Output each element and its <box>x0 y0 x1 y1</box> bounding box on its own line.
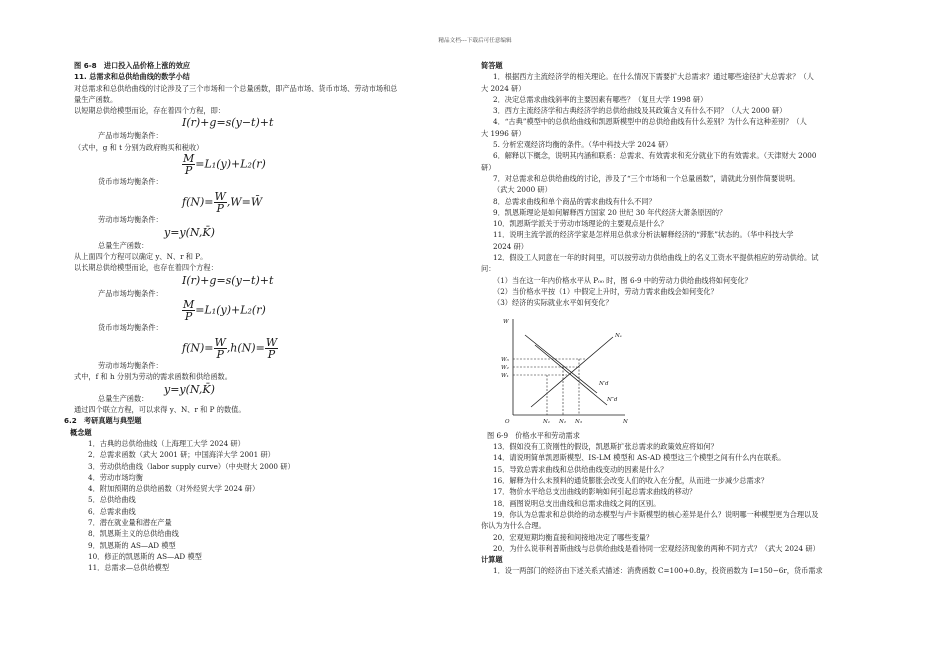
list-item: 12．假设工人同意在一年的时间里，可以按劳动力供给曲线上的名义工资水平提供相应的劳动供给。试 <box>493 253 819 263</box>
tick-w1: W₁ <box>501 372 509 379</box>
list-item: 4．劳动市场均衡 <box>88 472 143 482</box>
paragraph: 以短期总供给模型而论，存在着四个方程，即： <box>74 106 225 116</box>
list-item: 15．导致总需求曲线和总供给曲线变动的因素是什么？ <box>493 464 668 474</box>
list-item: 2．总需求函数（武大 2001 研；中国海洋大学 2001 研） <box>88 450 275 460</box>
label-ns: Nₛ <box>615 332 622 339</box>
label-nd2: N″d <box>607 396 618 403</box>
paragraph: 对总需求和总供给曲线的讨论涉及了三个市场和一个总量函数，即产品市场、货币市场、劳动市场和总 <box>74 83 398 93</box>
list-item: 10．凯恩斯学派关于劳动市场理论的主要观点是什么？ <box>493 219 668 229</box>
origin: O <box>505 418 510 425</box>
paragraph: 式中，f 和 h 分别为劳动的需求函数和供给函数。 <box>74 372 232 382</box>
list-item: （2）当价格水平按（1）中假定上升时，劳动力需求曲线会如何变化？ <box>493 286 718 296</box>
list-item: 7．潜在就业量和潜在产量 <box>88 518 172 528</box>
list-item: 2．决定总需求曲线斜率的主要因素有哪些？（复旦大学 1998 研） <box>493 94 708 104</box>
figure-caption: 图 6-9 价格水平和劳动需求 <box>487 430 580 440</box>
label-nd1: N′d <box>599 380 609 387</box>
list-item: 16．解释为什么未预料的通货膨胀会改变人们的收入在分配，从而进一步减少总需求？ <box>493 476 769 486</box>
production-equation-2: y=y(N,K̄) <box>164 382 215 396</box>
list-item: 6．解释以下概念，说明其内涵和联系：总需求、有效需求和充分就业下的有效需求。（天津财大 2000 <box>493 151 817 161</box>
list-item: 8．总需求曲线和单个商品的需求曲线有什么不同？ <box>493 196 656 206</box>
list-item: 你认为为什么合理。 <box>481 521 546 531</box>
question-list <box>481 71 881 308</box>
list-item: 1．古典的总供给曲线（上海理工大学 2024 研） <box>88 438 245 448</box>
list-item: 5. 分析宏观经济均衡的条件。（华中科技大学 2024 研） <box>493 140 673 150</box>
label: 货币市场均衡条件： <box>98 177 163 187</box>
labor-equation-2: f(N)= $\frac{W}{P}$ ,h(N)= $\frac{W}{P}$ <box>182 336 278 362</box>
is-equation: I(r)+g=s(y−t)+t <box>182 116 274 130</box>
tick-n2: N₂ <box>559 418 567 425</box>
left-column <box>64 60 469 574</box>
tick-w3: W₃ <box>501 356 509 363</box>
subsection-title: 简答题 <box>481 61 503 70</box>
supply-curve <box>531 337 613 407</box>
tick-w2: W₂ <box>501 364 509 371</box>
list-item: 研） <box>481 162 496 172</box>
list-item: （1）当在这一年内价格水平从 P₀₀ 时，图 6-9 中的劳动力供给曲线将如何变化？ <box>493 275 752 285</box>
list-item: 8．凯恩斯主义的总供给曲线 <box>88 529 179 539</box>
list-item: 9．凯恩斯理论是如何解释西方国家 20 世纪 30 年代经济大萧条原因的？ <box>493 207 727 217</box>
list-item: 11．说明主流学派的经济学家是怎样用总供求分析法解释经济的“滞胀”状态的。（华中科技大学 <box>493 230 794 240</box>
list-item: 18．画图说明总支出曲线和总需求曲线之间的区别。 <box>493 498 661 508</box>
labor-equation: f(N)= $\frac{W}{P}$ ,W=W̄ <box>182 190 263 216</box>
lm-equation: $\frac{M}{P}$ =L₁(y)+L₂(r) <box>183 152 266 178</box>
list-item: 3．西方主流经济学和古典经济学的总供给曲线及其政策含义有什么不同？（人大 2000 研） <box>493 106 787 116</box>
lm-equation-2: $\frac{M}{P}$ =L₁(y)+L₂(r) <box>183 297 266 323</box>
label: 总量生产函数： <box>98 240 149 250</box>
list-item: 10．修正的凯恩斯的 AS—AD 模型 <box>88 551 202 561</box>
question-list-2 <box>481 441 881 554</box>
list-item: 9．凯恩斯的 AS—AD 模型 <box>88 540 176 550</box>
list-item: 20．为什么说菲利普斯曲线与总供给曲线是看待同一宏观经济现象的两种不同方式？（武大 2024 研） <box>493 543 820 553</box>
right-column <box>481 60 881 577</box>
subsection-title: 概念题 <box>70 427 92 437</box>
list-item: 5．总供给曲线 <box>88 495 136 505</box>
subsection-title: 计算题 <box>481 555 503 565</box>
label: 劳动市场均衡条件： <box>98 361 163 371</box>
list-item: （武大 2000 研） <box>493 185 552 195</box>
list-item: 问： <box>481 264 496 274</box>
list-item: 6．总需求曲线 <box>88 506 136 516</box>
paragraph: 通过四个联立方程，可以求得 y、N、r 和 P 的数值。 <box>74 405 246 415</box>
axis-n: N <box>623 418 628 425</box>
list-item: 大 1996 研） <box>481 128 526 138</box>
tick-n1: N₁ <box>543 418 551 425</box>
list-item: 7．对总需求和总供给曲线的讨论，涉及了“三个市场和一个总量函数”，请就此分别作简要说明。 <box>493 173 800 183</box>
is-equation-2: I(r)+g=s(y−t)+t <box>182 273 274 287</box>
list-item: 14．请说明简单凯恩斯模型、IS-LM 模型和 AS-AD 模型这三个模型之间有什么内在联系。 <box>493 453 786 463</box>
section-title: 6.2 考研真题与典型题 <box>64 416 142 426</box>
page-header: 精品文档---下载后可任意编辑 <box>438 38 512 44</box>
list-item: （3）经济的实际就业水平如何变化？ <box>493 298 613 308</box>
figure-caption: 图 6-8 进口投入品价格上涨的效应 <box>74 61 191 70</box>
paragraph: 从上面四个方程可以确定 y、N、r 和 P。 <box>74 251 208 261</box>
list-item: 4．附加预期的总供给函数（对外经贸大学 2024 研） <box>88 484 260 494</box>
paragraph: 量生产函数。 <box>74 94 118 104</box>
labor-market-graph <box>495 315 635 425</box>
list-item: 13．假如没有工资刚性的假设，凯恩斯扩张总需求的政策效应将如何？ <box>493 442 718 452</box>
label: 产品市场均衡条件： <box>98 288 163 298</box>
label: 总量生产函数： <box>98 393 149 403</box>
list-item: 17．物价水平给总支出曲线的影响如何引起总需求曲线的移动？ <box>493 487 697 497</box>
label: 产品市场均衡条件： <box>98 131 163 141</box>
list-item: 19．你认为总需求和总供给的动态模型与卢卡斯模型的核心差异是什么？说明哪一种模型更为合理以及 <box>493 509 819 519</box>
list-item: 2024 研） <box>493 241 528 251</box>
paragraph: 以长期总供给模型而论，也存在着四个方程： <box>74 263 218 273</box>
demand-curve-shifted <box>525 335 597 393</box>
list-item: 大 2024 研） <box>481 83 526 93</box>
concept-list <box>74 438 469 574</box>
label: 货币市场均衡条件： <box>98 322 163 332</box>
paragraph: 1．设一两部门的经济由下述关系式描述：消费函数 C=100+0.8y，投资函数为 I=150−6r，货币需求 <box>493 566 823 576</box>
list-item: 20．宏观短期均衡直接和间接地决定了哪些变量？ <box>493 532 654 542</box>
section-title: 11. 总需求和总供给曲线的数学小结 <box>74 72 190 82</box>
list-item: 11．总需求—总供给模型 <box>88 563 170 573</box>
list-item: 1．根据西方主流经济学的相关理论。在什么情况下需要扩大总需求？通过哪些途径扩大总需求？（人 <box>493 72 814 82</box>
list-item: 4．“古典”模型中的总供给曲线和凯恩斯模型中的总供给曲线有什么差别？为什么有这种差别？（人 <box>493 117 807 127</box>
list-item: 3．劳动供给曲线（labor supply curve）（中央财大 2000 研） <box>88 461 295 471</box>
label: 劳动市场均衡条件： <box>98 215 163 225</box>
tick-n3: N₃ <box>575 418 583 425</box>
production-equation: y=y(N,K̄) <box>164 225 215 239</box>
axis-w: W <box>503 318 509 325</box>
note: （式中，g 和 t 分别为政府购买和税收） <box>74 142 204 152</box>
